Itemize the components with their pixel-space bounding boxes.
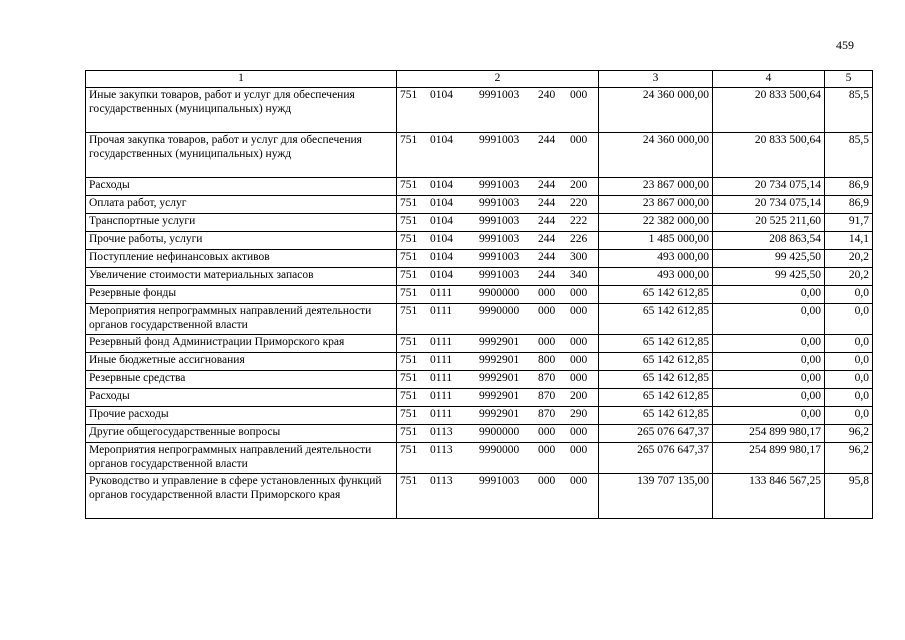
code-economic: 000 <box>570 89 588 101</box>
row-plan: 65 142 612,85 <box>599 335 713 353</box>
code-target: 9991003 <box>479 89 520 101</box>
code-section: 0104 <box>430 269 453 281</box>
row-plan: 65 142 612,85 <box>599 371 713 389</box>
code-target: 9991003 <box>479 134 520 146</box>
row-codes <box>397 425 599 443</box>
row-percent: 91,7 <box>825 214 873 232</box>
row-plan: 139 707 135,00 <box>599 474 713 519</box>
code-economic: 000 <box>570 305 588 317</box>
table-row <box>86 178 873 196</box>
row-actual: 20 525 211,60 <box>713 214 825 232</box>
code-section: 0104 <box>430 233 453 245</box>
code-economic: 000 <box>570 287 588 299</box>
code-target: 9991003 <box>479 269 520 281</box>
row-percent: 86,9 <box>825 178 873 196</box>
code-expense-type: 244 <box>538 215 556 227</box>
row-actual: 0,00 <box>713 389 825 407</box>
code-ministry: 751 <box>400 354 418 366</box>
table-row <box>86 232 873 250</box>
row-plan: 493 000,00 <box>599 250 713 268</box>
row-codes <box>397 88 599 133</box>
row-codes <box>397 214 599 232</box>
row-name: Увеличение стоимости материальных запасов <box>86 268 397 286</box>
row-actual: 208 863,54 <box>713 232 825 250</box>
table-row <box>86 407 873 425</box>
code-ministry: 751 <box>400 390 418 402</box>
code-ministry: 751 <box>400 444 418 456</box>
code-expense-type: 244 <box>538 233 556 245</box>
table-row <box>86 250 873 268</box>
table-row <box>86 88 873 133</box>
row-codes <box>397 268 599 286</box>
code-target: 9992901 <box>479 372 520 384</box>
code-section: 0104 <box>430 197 453 209</box>
code-target: 9900000 <box>479 287 520 299</box>
row-plan: 24 360 000,00 <box>599 88 713 133</box>
row-codes <box>397 178 599 196</box>
code-section: 0104 <box>430 251 453 263</box>
code-section: 0111 <box>430 336 453 348</box>
code-target: 9991003 <box>479 233 520 245</box>
row-plan: 65 142 612,85 <box>599 389 713 407</box>
table-row <box>86 214 873 232</box>
row-percent: 86,9 <box>825 196 873 214</box>
code-ministry: 751 <box>400 269 418 281</box>
code-economic: 300 <box>570 251 588 263</box>
row-actual: 0,00 <box>713 304 825 335</box>
table-row <box>86 335 873 353</box>
code-target: 9990000 <box>479 444 520 456</box>
row-actual: 20 734 075,14 <box>713 178 825 196</box>
code-expense-type: 870 <box>538 372 556 384</box>
row-codes <box>397 232 599 250</box>
row-codes <box>397 286 599 304</box>
row-actual: 0,00 <box>713 286 825 304</box>
code-section: 0111 <box>430 408 453 420</box>
row-percent: 85,5 <box>825 88 873 133</box>
code-economic: 220 <box>570 197 588 209</box>
row-actual: 20 734 075,14 <box>713 196 825 214</box>
code-ministry: 751 <box>400 233 418 245</box>
row-percent: 0,0 <box>825 371 873 389</box>
row-plan: 1 485 000,00 <box>599 232 713 250</box>
row-plan: 265 076 647,37 <box>599 443 713 474</box>
row-plan: 65 142 612,85 <box>599 407 713 425</box>
row-codes <box>397 353 599 371</box>
code-section: 0104 <box>430 89 453 101</box>
row-actual: 20 833 500,64 <box>713 133 825 178</box>
row-percent: 20,2 <box>825 268 873 286</box>
row-name: Мероприятия непрограммных направлений деятельности органов государственной власти <box>86 443 397 474</box>
code-ministry: 751 <box>400 336 418 348</box>
code-section: 0113 <box>430 475 453 487</box>
code-target: 9900000 <box>479 426 520 438</box>
code-ministry: 751 <box>400 215 418 227</box>
code-expense-type: 000 <box>538 475 556 487</box>
table-header-row <box>86 71 873 88</box>
row-actual: 99 425,50 <box>713 268 825 286</box>
row-plan: 23 867 000,00 <box>599 196 713 214</box>
code-economic: 000 <box>570 372 588 384</box>
row-actual: 0,00 <box>713 407 825 425</box>
code-expense-type: 240 <box>538 89 556 101</box>
page-number: 459 <box>836 38 854 52</box>
row-actual: 0,00 <box>713 371 825 389</box>
row-codes <box>397 389 599 407</box>
code-ministry: 751 <box>400 408 418 420</box>
row-name: Резервный фонд Администрации Приморского края <box>86 335 397 353</box>
column-header-codes: 2 <box>397 71 599 88</box>
code-ministry: 751 <box>400 475 418 487</box>
row-percent: 0,0 <box>825 286 873 304</box>
code-economic: 226 <box>570 233 588 245</box>
row-plan: 493 000,00 <box>599 268 713 286</box>
row-codes <box>397 371 599 389</box>
row-name: Прочие работы, услуги <box>86 232 397 250</box>
row-codes <box>397 335 599 353</box>
column-header-percent: 5 <box>825 71 873 88</box>
row-plan: 24 360 000,00 <box>599 133 713 178</box>
row-name: Оплата работ, услуг <box>86 196 397 214</box>
code-economic: 200 <box>570 390 588 402</box>
code-expense-type: 000 <box>538 444 556 456</box>
code-section: 0111 <box>430 372 453 384</box>
row-percent: 14,1 <box>825 232 873 250</box>
table-row <box>86 443 873 474</box>
code-target: 9990000 <box>479 305 520 317</box>
row-codes <box>397 250 599 268</box>
code-ministry: 751 <box>400 287 418 299</box>
code-expense-type: 000 <box>538 426 556 438</box>
row-name: Расходы <box>86 178 397 196</box>
code-section: 0113 <box>430 426 453 438</box>
code-target: 9991003 <box>479 215 520 227</box>
table-row <box>86 286 873 304</box>
table-row <box>86 196 873 214</box>
row-name: Резервные средства <box>86 371 397 389</box>
code-target: 9991003 <box>479 197 520 209</box>
row-codes <box>397 443 599 474</box>
code-section: 0104 <box>430 215 453 227</box>
code-economic: 000 <box>570 134 588 146</box>
table-row <box>86 304 873 335</box>
row-codes <box>397 474 599 519</box>
row-plan: 23 867 000,00 <box>599 178 713 196</box>
code-ministry: 751 <box>400 305 418 317</box>
row-name: Другие общегосударственные вопросы <box>86 425 397 443</box>
row-actual: 20 833 500,64 <box>713 88 825 133</box>
row-codes <box>397 196 599 214</box>
code-expense-type: 244 <box>538 197 556 209</box>
row-name: Транспортные услуги <box>86 214 397 232</box>
row-name: Иные бюджетные ассигнования <box>86 353 397 371</box>
code-expense-type: 244 <box>538 251 556 263</box>
row-actual: 133 846 567,25 <box>713 474 825 519</box>
code-expense-type: 244 <box>538 134 556 146</box>
row-name: Мероприятия непрограммных направлений деятельности органов государственной власти <box>86 304 397 335</box>
code-expense-type: 870 <box>538 408 556 420</box>
code-expense-type: 800 <box>538 354 556 366</box>
code-section: 0111 <box>430 287 453 299</box>
code-economic: 000 <box>570 336 588 348</box>
row-percent: 0,0 <box>825 353 873 371</box>
code-expense-type: 244 <box>538 179 556 191</box>
row-name: Поступление нефинансовых активов <box>86 250 397 268</box>
row-actual: 0,00 <box>713 335 825 353</box>
row-plan: 65 142 612,85 <box>599 353 713 371</box>
code-target: 9991003 <box>479 251 520 263</box>
row-plan: 265 076 647,37 <box>599 425 713 443</box>
table-row <box>86 389 873 407</box>
code-ministry: 751 <box>400 426 418 438</box>
row-percent: 85,5 <box>825 133 873 178</box>
code-economic: 340 <box>570 269 588 281</box>
code-ministry: 751 <box>400 197 418 209</box>
row-percent: 0,0 <box>825 335 873 353</box>
row-actual: 254 899 980,17 <box>713 443 825 474</box>
code-economic: 000 <box>570 354 588 366</box>
code-ministry: 751 <box>400 372 418 384</box>
code-section: 0104 <box>430 179 453 191</box>
column-header-plan: 3 <box>599 71 713 88</box>
row-actual: 99 425,50 <box>713 250 825 268</box>
code-expense-type: 870 <box>538 390 556 402</box>
code-economic: 000 <box>570 475 588 487</box>
code-section: 0111 <box>430 354 453 366</box>
code-expense-type: 000 <box>538 336 556 348</box>
table-row <box>86 425 873 443</box>
row-codes <box>397 407 599 425</box>
row-percent: 95,8 <box>825 474 873 519</box>
row-actual: 254 899 980,17 <box>713 425 825 443</box>
row-name: Иные закупки товаров, работ и услуг для обеспечения государственных (муниципальных) нужд <box>86 88 397 133</box>
budget-table <box>85 70 873 519</box>
row-percent: 0,0 <box>825 407 873 425</box>
table-row <box>86 353 873 371</box>
code-section: 0111 <box>430 305 453 317</box>
row-actual: 0,00 <box>713 353 825 371</box>
code-section: 0113 <box>430 444 453 456</box>
row-name: Резервные фонды <box>86 286 397 304</box>
row-name: Прочие расходы <box>86 407 397 425</box>
code-economic: 222 <box>570 215 588 227</box>
code-target: 9992901 <box>479 354 520 366</box>
code-economic: 290 <box>570 408 588 420</box>
column-header-name: 1 <box>86 71 397 88</box>
row-name: Расходы <box>86 389 397 407</box>
code-expense-type: 000 <box>538 287 556 299</box>
row-percent: 96,2 <box>825 443 873 474</box>
code-ministry: 751 <box>400 251 418 263</box>
row-plan: 65 142 612,85 <box>599 286 713 304</box>
row-name: Прочая закупка товаров, работ и услуг для обеспечения государственных (муниципальных) нужд <box>86 133 397 178</box>
code-target: 9992901 <box>479 336 520 348</box>
row-plan: 65 142 612,85 <box>599 304 713 335</box>
code-economic: 200 <box>570 179 588 191</box>
table-row <box>86 371 873 389</box>
code-ministry: 751 <box>400 179 418 191</box>
row-codes <box>397 133 599 178</box>
table-row <box>86 268 873 286</box>
row-percent: 0,0 <box>825 304 873 335</box>
row-percent: 96,2 <box>825 425 873 443</box>
table-row <box>86 133 873 178</box>
row-plan: 22 382 000,00 <box>599 214 713 232</box>
code-ministry: 751 <box>400 89 418 101</box>
row-name: Руководство и управление в сфере установленных функций органов государственной власти Приморского края <box>86 474 397 519</box>
code-target: 9992901 <box>479 408 520 420</box>
column-header-actual: 4 <box>713 71 825 88</box>
code-economic: 000 <box>570 426 588 438</box>
row-codes <box>397 304 599 335</box>
code-target: 9992901 <box>479 390 520 402</box>
code-target: 9991003 <box>479 475 520 487</box>
table-row <box>86 474 873 519</box>
code-target: 9991003 <box>479 179 520 191</box>
code-economic: 000 <box>570 444 588 456</box>
code-expense-type: 244 <box>538 269 556 281</box>
code-expense-type: 000 <box>538 305 556 317</box>
code-ministry: 751 <box>400 134 418 146</box>
row-percent: 20,2 <box>825 250 873 268</box>
row-percent: 0,0 <box>825 389 873 407</box>
code-section: 0104 <box>430 134 453 146</box>
code-section: 0111 <box>430 390 453 402</box>
